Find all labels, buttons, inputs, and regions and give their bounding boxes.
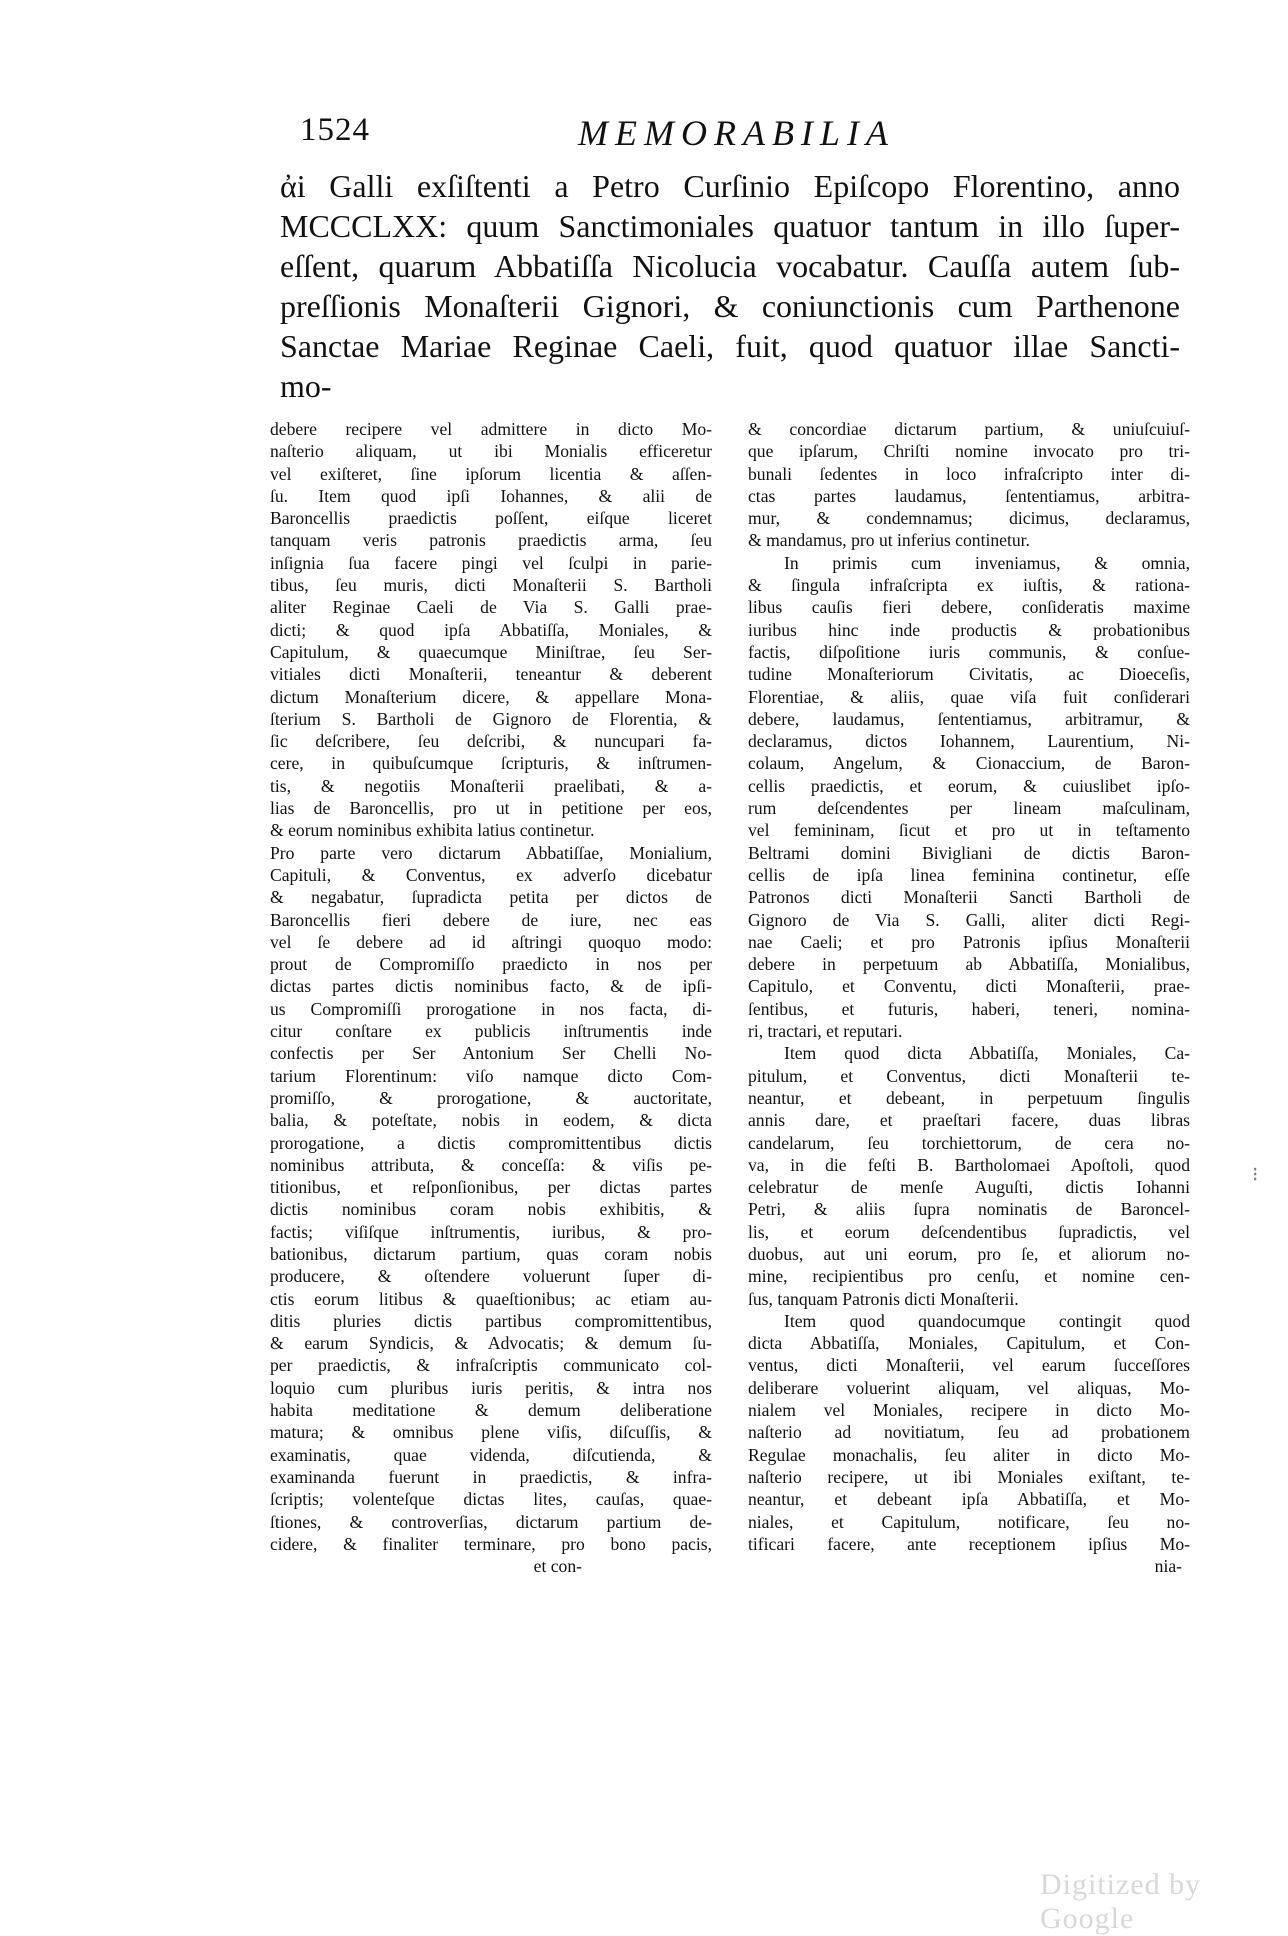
left-column-line: Baroncellis praedictis poſſent, eiſque liceret [270, 508, 712, 529]
left-column-line: & eorum nominibus exhibita latius continetur. [270, 820, 595, 841]
left-column-line: vitiales dicti Monaſterii, teneantur & deberent [270, 664, 712, 685]
left-column-line: promiſſo, & prorogatione, & auctoritate, [270, 1087, 712, 1108]
right-column-line: tudine Monaſteriorum Civitatis, ac Dioeceſis, [748, 664, 1190, 685]
right-column [748, 418, 1190, 1577]
left-column-line: Baroncellis fieri debere de iure, nec eas [270, 909, 712, 930]
right-column-line: ri, tractari, et reputari. [748, 1021, 903, 1042]
right-column-line: niales, et Capitulum, notificare, ſeu no- [748, 1511, 1190, 1532]
right-column-line: libus cauſis fieri debere, conſideratis maxime [748, 597, 1190, 618]
page-number: 1524 [300, 112, 370, 148]
left-column-line: nominibus attributa, & conceſſa: & viſis pe- [270, 1154, 712, 1175]
left-column-line: cere, in quibuſcumque ſcripturis, & inſtrumen- [270, 753, 712, 774]
left-column-line: producere, & oſtendere voluerunt ſuper di- [270, 1266, 712, 1287]
left-column-line: ctis eorum litibus & quaeſtionibus; ac etiam au- [270, 1288, 712, 1309]
right-column-line: factis, diſpoſitione iuris communis, & conſue- [748, 641, 1190, 662]
left-column-line: dictis nominibus coram nobis exhibitis, & [270, 1199, 712, 1220]
left-column-line: ſterium S. Bartholi de Gignoro de Florentia, & [270, 708, 712, 729]
left-column-line: cidere, & finaliter terminare, pro bono pacis, [270, 1533, 712, 1554]
right-column-line: duobus, aut uni eorum, pro ſe, et aliorum no- [748, 1243, 1190, 1264]
left-column-line: aliter Reginae Caeli de Via S. Galli prae- [270, 597, 712, 618]
right-column-line: pitulum, et Conventus, dicti Monaſterii te- [748, 1065, 1190, 1086]
left-column-line: Capitulum, & quaecumque Miniſtrae, ſeu Ser- [270, 641, 712, 662]
right-column-line: & ſingula infraſcripta ex iuſtis, & rationa- [748, 575, 1190, 596]
page-header [300, 112, 1200, 154]
left-column-line: lias de Baroncellis, pro ut in petitione per eos, [270, 798, 712, 819]
left-column-line: vel exiſteret, ſine ipſorum licentia & aſſen- [270, 463, 712, 484]
right-column-line: mine, recipientibus pro cenſu, et nomine cen- [748, 1266, 1190, 1287]
right-column-line: In primis cum inveniamus, & omnia, [784, 552, 1190, 573]
left-column-line: tanquam veris patronis praedictis arma, ſeu [270, 530, 712, 551]
left-column-line: tarium Florentinum: viſo namque dicto Com- [270, 1065, 712, 1086]
left-column-line: Capituli, & Conventus, ex adverſo dicebatur [270, 864, 712, 885]
left-column-line: ſcriptis; volenteſque dictas lites, cauſas, quae- [270, 1489, 712, 1510]
right-column-line: ctas partes laudamus, ſententiamus, arbitra- [748, 485, 1190, 506]
intro-line: eſſent, quarum Abbatiſſa Nicolucia vocabatur. Cauſſa autem ſub- [280, 248, 1180, 284]
left-column-line: inſignia ſua facere pingi vel ſculpi in parie- [270, 552, 712, 573]
right-column-line: Capitulo, et Conventu, dicti Monaſterii, prae- [748, 976, 1190, 997]
left-column [270, 418, 712, 1577]
right-column-line: naſterio ad novitiatum, ſeu ad probationem [748, 1422, 1190, 1443]
right-column-line: que ipſarum, Chriſti nomine invocato pro tri- [748, 441, 1190, 462]
right-column-line: rum deſcendentes per lineam maſculinam, [748, 798, 1190, 819]
intro-paragraph [280, 166, 1180, 406]
right-column-line: neantur, et debeant, in perpetuum ſingulis [748, 1087, 1190, 1108]
left-column-line: Pro parte vero dictarum Abbatiſſae, Monialium, [270, 842, 712, 863]
left-column-line: examinanda fuerunt in praedictis, & infra- [270, 1466, 712, 1487]
right-column-line: Beltrami domini Bivigliani de dictis Baron- [748, 842, 1190, 863]
right-column-line: nialem vel Moniales, recipere in dicto Mo- [748, 1400, 1190, 1421]
left-column-line: prout de Compromiſſo praedicto in nos per [270, 954, 712, 975]
left-column-line: & earum Syndicis, & Advocatis; & demum ſu- [270, 1333, 712, 1354]
watermark: Digitized by Google [1040, 1868, 1202, 1935]
right-column-line: Gignoro de Via S. Galli, aliter dicti Regi- [748, 909, 1190, 930]
left-column-line: factis; viſiſque inſtrumentis, iuribus, & pro- [270, 1221, 712, 1242]
right-column-line: declaramus, dictos Iohannem, Laurentium, Ni- [748, 731, 1190, 752]
left-column-line: citur conſtare ex publicis inſtrumentis inde [270, 1021, 712, 1042]
catchword: mo- [280, 368, 332, 404]
catchword: et con- [533, 1556, 582, 1577]
left-column-line: dictum Monaſterium dicere, & appellare Mona- [270, 686, 712, 707]
left-column-line: ſu. Item quod ipſi Iohannes, & alii de [270, 485, 712, 506]
right-column-line: iuribus hinc inde productis & probationibus [748, 619, 1190, 640]
right-column-line: bunali ſedentes in loco infraſcripto inter di- [748, 463, 1190, 484]
right-column-line: tificari facere, ante receptionem ipſius Mo- [748, 1533, 1190, 1554]
right-column-line: & mandamus, pro ut inferius continetur. [748, 530, 1030, 551]
right-column-line: nae Caeli; et pro Patronis ipſius Monaſterii [748, 931, 1190, 952]
intro-line: ἀi Galli exſiſtenti a Petro Curſinio Epiſcopo Florentino, anno [280, 168, 1180, 204]
left-column-line: ſic deſcribere, ſeu deſcribi, & nuncupari fa- [270, 731, 712, 752]
right-column-line: mur, & condemnamus; dicimus, declaramus, [748, 508, 1190, 529]
margin-mark: ⁝ [1252, 1164, 1259, 1186]
right-column-line: candelarum, ſeu torchiettorum, de cera no- [748, 1132, 1190, 1153]
left-column-line: confectis per Ser Antonium Ser Chelli No- [270, 1043, 712, 1064]
catchword: nia- [1154, 1556, 1182, 1577]
left-column-line: per praedictis, & infraſcriptis communicato col- [270, 1355, 712, 1376]
right-column-line: deliberare voluerint aliquam, vel aliquas, Mo- [748, 1377, 1190, 1398]
right-column-line: va, in die feſti B. Bartholomaei Apoſtoli, quod [748, 1154, 1190, 1175]
left-column-line: matura; & omnibus plene viſis, diſcuſſis, & [270, 1422, 712, 1443]
left-column-line: titionibus, et reſponſionibus, per dictas partes [270, 1177, 712, 1198]
right-column-line: vel femininam, ſicut et pro ut in teſtamento [748, 820, 1190, 841]
right-column-line: celebratur de menſe Auguſti, dictis Iohanni [748, 1177, 1190, 1198]
running-title: MEMORABILIA [578, 113, 895, 153]
intro-line: MCCCLXX: quum Sanctimoniales quatuor tantum in illo ſuper- [280, 208, 1180, 244]
left-column-line: debere recipere vel admittere in dicto Mo- [270, 419, 712, 439]
intro-line: preſſionis Monaſterii Gignori, & coniunctionis cum Parthenone [280, 288, 1180, 324]
left-column-line: vel ſe debere ad id aſtringi quoquo modo: [270, 931, 712, 952]
right-column-line: colaum, Angelum, & Cionaccium, de Baron- [748, 753, 1190, 774]
right-column-line: ventus, dicti Monaſterii, vel earum ſucceſſores [748, 1355, 1190, 1376]
left-column-line: dictas partes dictis nominibus facto, & de ipſi- [270, 976, 712, 997]
right-column-line: ſentibus, et futuris, haberi, teneri, nomina- [748, 998, 1190, 1019]
right-column-line: Patronos dicti Monaſterii Sancti Bartholi de [748, 887, 1190, 908]
right-column-line: Florentiae, & aliis, quae viſa fuit conſiderari [748, 686, 1190, 707]
right-column-line: annis dare, et praeſtari facere, duas libras [748, 1110, 1190, 1131]
right-column-line: Item quod dicta Abbatiſſa, Moniales, Ca- [784, 1043, 1190, 1064]
intro-line: Sanctae Mariae Reginae Caeli, fuit, quod quatuor illae Sancti- [280, 328, 1180, 364]
left-column-line: examinatis, quae videnda, diſcutienda, & [270, 1444, 712, 1465]
left-column-line: habita meditatione & demum deliberatione [270, 1400, 712, 1421]
right-column-line: lis, et eorum deſcendentibus ſupradictis, vel [748, 1221, 1190, 1242]
left-column-line: bationibus, dictarum partium, quas coram nobis [270, 1243, 712, 1264]
right-column-line: Petri, & aliis ſupra nominatis de Baroncel- [748, 1199, 1190, 1220]
left-column-line: loquio cum pluribus iuris peritis, & intra nos [270, 1377, 712, 1398]
right-column-line: debere, laudamus, ſententiamus, arbitramur, & [748, 708, 1190, 729]
right-column-line: Regulae monachalis, ſeu aliter in dicto Mo- [748, 1444, 1190, 1465]
right-column-line: naſterio recipere, ut ibi Moniales exiſtant, te- [748, 1466, 1190, 1487]
right-column-line: Item quod quandocumque contingit quod [784, 1310, 1190, 1331]
left-column-line: prorogatione, a dictis compromittentibus dictis [270, 1132, 712, 1153]
left-column-line: ditis pluries dictis partibus compromittentibus, [270, 1310, 712, 1331]
left-column-line: naſterio aliquam, ut ibi Monialis efficeretur [270, 441, 712, 462]
right-column-line: cellis de ipſa linea feminina continetur, eſſe [748, 864, 1190, 885]
left-column-line: tis, & negotiis Monaſterii praelibati, & a- [270, 775, 712, 796]
right-column-line: & concordiae dictarum partium, & uniuſcuiuſ- [748, 419, 1190, 439]
right-column-line: ſus, tanquam Patronis dicti Monaſterii. [748, 1288, 1019, 1309]
left-column-line: us Compromiſſi prorogatione in nos facta, di- [270, 998, 712, 1019]
right-column-line: debere in perpetuum ab Abbatiſſa, Monialibus, [748, 954, 1190, 975]
left-column-line: ſtiones, & controverſias, dictarum partium de- [270, 1511, 712, 1532]
right-column-line: dicta Abbatiſſa, Moniales, Capitulum, et Con- [748, 1333, 1190, 1354]
left-column-line: dicti; & quod ipſa Abbatiſſa, Moniales, & [270, 619, 712, 640]
right-column-line: neantur, et debeant ipſa Abbatiſſa, et Mo- [748, 1489, 1190, 1510]
left-column-line: balia, & poteſtate, nobis in eodem, & dicta [270, 1110, 712, 1131]
left-column-line: tibus, ſeu muris, dicti Monaſterii S. Bartholi [270, 575, 712, 596]
left-column-line: & negabatur, ſupradicta petita per dictos de [270, 887, 712, 908]
right-column-line: cellis praedictis, et eorum, & cuiuslibet ipſo- [748, 775, 1190, 796]
